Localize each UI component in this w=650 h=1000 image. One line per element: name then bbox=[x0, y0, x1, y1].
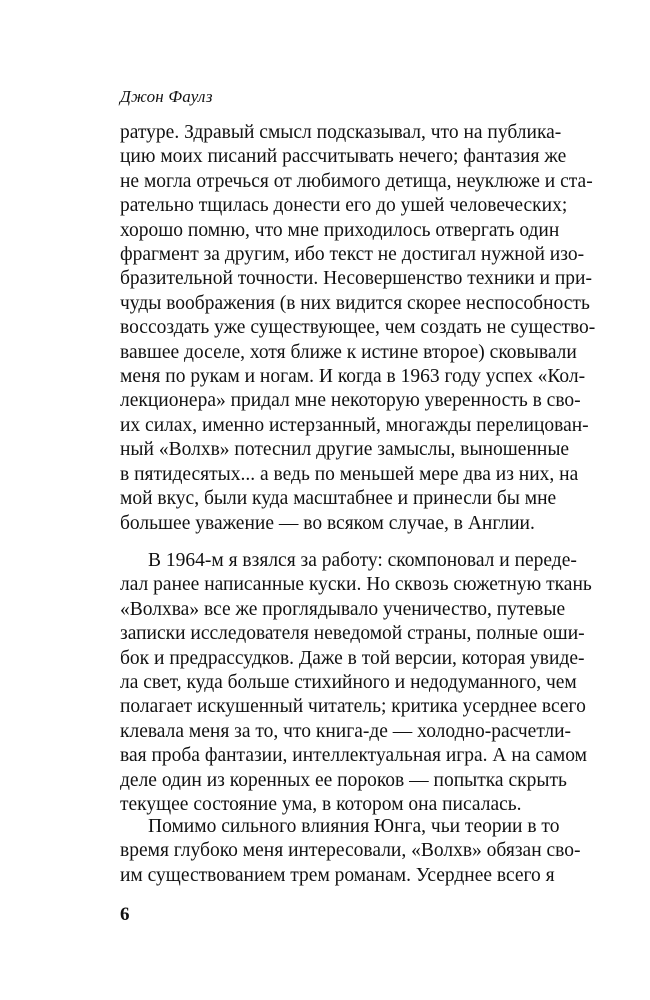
text-line: лекционера» придал мне некоторую уверенность в сво- bbox=[120, 390, 581, 412]
text-line: ный «Волхв» потеснил другие замыслы, выношенные bbox=[120, 439, 570, 461]
running-head-author: Джон Фаулз bbox=[120, 87, 213, 106]
text-line: рательно тщилась донести его до ушей человеческих; bbox=[120, 195, 568, 217]
text-line: не могла отречься от любимого детища, неуклюже и ста- bbox=[120, 170, 593, 192]
text-line: бок и предрассудков. Даже в той версии, которая увиде- bbox=[120, 647, 585, 669]
text-line: их силах, именно истерзанный, многажды перелицован- bbox=[120, 414, 589, 436]
text-line: в пятидесятых... а ведь по меньшей мере два из них, на bbox=[120, 463, 579, 485]
paragraph-1 bbox=[120, 121, 596, 536]
text-line: Помимо сильного влияния Юнга, чьи теории в то bbox=[148, 816, 560, 837]
text-line: вая проба фантазии, интеллектуальная игра. А на самом bbox=[120, 745, 587, 767]
text-line: текущее состояние ума, в котором она писалась. bbox=[120, 794, 522, 816]
text-line: ла свет, куда больше стихийного и недодуманного, чем bbox=[120, 672, 577, 694]
text-line: им существованием трем романам. Усерднее всего я bbox=[120, 864, 555, 886]
text-line: бразительной точности. Несовершенство техники и при- bbox=[120, 268, 592, 290]
text-line: «Волхва» все же проглядывало ученичество, путевые bbox=[120, 598, 566, 620]
text-line: воссоздать уже существующее, чем создать не существо- bbox=[120, 317, 596, 339]
text-line: чуды воображения (в них видится скорее неспособность bbox=[120, 292, 590, 314]
text-line: хорошо помню, что мне приходилось отвергать один bbox=[120, 219, 560, 241]
text-line: клевала меня за то, что книга-де — холодно-расчетли- bbox=[120, 720, 572, 742]
text-line: лал ранее написанные куски. Но сквозь сюжетную ткань bbox=[120, 574, 592, 596]
paragraph-3 bbox=[120, 815, 581, 888]
text-line: меня по рукам и ногам. И когда в 1963 году успех «Кол- bbox=[120, 366, 586, 388]
text-line: мой вкус, были куда масштабнее и принесли бы мне bbox=[120, 488, 557, 510]
text-line: полагает искушенный читатель; критика усерднее всего bbox=[120, 696, 586, 718]
text-line: ратуре. Здравый смысл подсказывал, что на публика- bbox=[120, 122, 562, 143]
text-line: цию моих писаний рассчитывать нечего; фантазия же bbox=[120, 146, 567, 168]
text-line: время глубоко меня интересовали, «Волхв» обязан сво- bbox=[120, 840, 581, 862]
text-line: вавшее доселе, хотя ближе к истине второе) сковывали bbox=[120, 341, 577, 363]
paragraph-2 bbox=[120, 549, 592, 817]
text-line: большее уважение — во всяком случае, в Англии. bbox=[120, 512, 535, 534]
text-line: записки исследователя неведомой страны, полные оши- bbox=[120, 623, 585, 645]
page-number: 6 bbox=[120, 904, 130, 925]
text-line: В 1964-м я взялся за работу: скомпоновал и переде- bbox=[148, 550, 577, 571]
text-line: фрагмент за другим, ибо текст не достигал нужной изо- bbox=[120, 244, 585, 266]
text-line: деле один из коренных ее пороков — попытка скрыть bbox=[120, 769, 567, 791]
